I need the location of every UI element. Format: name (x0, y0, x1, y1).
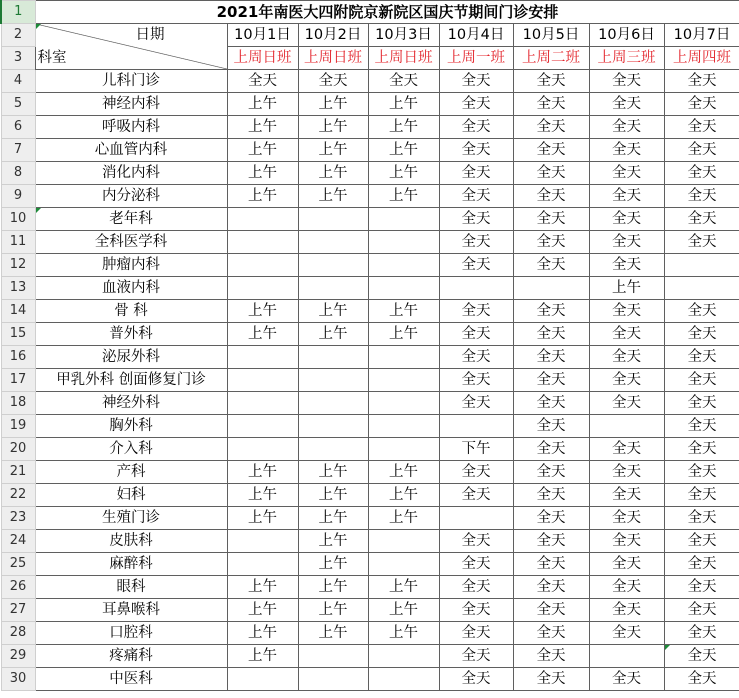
schedule-cell[interactable]: 全天 (513, 484, 589, 507)
schedule-cell[interactable]: 全天 (664, 392, 739, 415)
schedule-cell[interactable]: 全天 (439, 300, 513, 323)
department-cell[interactable]: 呼吸内科 (35, 116, 227, 139)
schedule-cell[interactable]: 全天 (513, 461, 589, 484)
schedule-cell[interactable]: 全天 (439, 553, 513, 576)
schedule-cell[interactable]: 全天 (589, 461, 664, 484)
schedule-cell[interactable]: 全天 (513, 116, 589, 139)
date-header-cell[interactable]: 10月3日 (368, 24, 439, 47)
schedule-cell[interactable] (227, 668, 298, 691)
schedule-cell[interactable]: 全天 (664, 438, 739, 461)
schedule-cell[interactable] (298, 415, 368, 438)
schedule-cell[interactable]: 全天 (513, 254, 589, 277)
schedule-cell[interactable]: 上午 (368, 576, 439, 599)
table-row (1, 645, 739, 668)
schedule-cell[interactable]: 全天 (439, 576, 513, 599)
table-row (1, 139, 739, 162)
department-cell[interactable]: 肿瘤内科 (35, 254, 227, 277)
schedule-cell[interactable] (368, 346, 439, 369)
department-cell[interactable]: 儿科门诊 (35, 70, 227, 93)
schedule-cell[interactable]: 全天 (664, 162, 739, 185)
schedule-cell[interactable]: 全天 (513, 392, 589, 415)
schedule-cell[interactable]: 全天 (589, 484, 664, 507)
department-cell[interactable]: 胸外科 (35, 415, 227, 438)
row-number[interactable]: 24 (1, 530, 35, 553)
schedule-cell[interactable]: 全天 (664, 530, 739, 553)
schedule-cell[interactable]: 全天 (513, 438, 589, 461)
schedule-cell[interactable]: 上午 (298, 507, 368, 530)
schedule-cell[interactable]: 全天 (589, 300, 664, 323)
row-number[interactable]: 6 (1, 116, 35, 139)
schedule-cell[interactable]: 上午 (298, 185, 368, 208)
schedule-cell[interactable]: 全天 (589, 438, 664, 461)
schedule-cell[interactable] (227, 415, 298, 438)
schedule-cell[interactable]: 上午 (298, 461, 368, 484)
table-row (1, 392, 739, 415)
schedule-cell[interactable] (368, 415, 439, 438)
department-cell[interactable]: 妇科 (35, 484, 227, 507)
schedule-cell[interactable]: 全天 (513, 208, 589, 231)
schedule-cell[interactable]: 全天 (513, 530, 589, 553)
schedule-cell[interactable]: 全天 (589, 185, 664, 208)
table-row (1, 484, 739, 507)
schedule-cell[interactable] (368, 208, 439, 231)
table-row (1, 208, 739, 231)
schedule-cell[interactable]: 全天 (439, 116, 513, 139)
schedule-cell[interactable] (298, 369, 368, 392)
schedule-cell[interactable]: 全天 (439, 162, 513, 185)
row-number[interactable]: 28 (1, 622, 35, 645)
schedule-cell[interactable]: 全天 (589, 139, 664, 162)
schedule-cell[interactable]: 全天 (513, 622, 589, 645)
schedule-cell[interactable] (227, 553, 298, 576)
schedule-cell[interactable]: 全天 (664, 93, 739, 116)
department-cell[interactable]: 神经内科 (35, 93, 227, 116)
schedule-cell[interactable] (298, 668, 368, 691)
schedule-cell[interactable] (227, 254, 298, 277)
schedule-cell[interactable] (368, 392, 439, 415)
schedule-cell[interactable] (227, 369, 298, 392)
schedule-cell[interactable]: 全天 (439, 139, 513, 162)
table-row (1, 277, 739, 300)
shift-header-cell[interactable]: 上周日班 (368, 47, 439, 70)
schedule-cell[interactable]: 上午 (227, 162, 298, 185)
schedule-cell[interactable]: 全天 (513, 93, 589, 116)
schedule-cell[interactable]: 全天 (513, 507, 589, 530)
schedule-cell[interactable]: 全天 (589, 507, 664, 530)
table-row (1, 369, 739, 392)
schedule-cell[interactable]: 全天 (664, 553, 739, 576)
schedule-cell[interactable] (439, 415, 513, 438)
schedule-cell[interactable]: 上午 (298, 162, 368, 185)
sheet-title[interactable]: 2021年南医大四附院京新院区国庆节期间门诊安排 (35, 1, 739, 24)
schedule-cell[interactable] (298, 254, 368, 277)
schedule-cell[interactable]: 全天 (664, 346, 739, 369)
diagonal-header-cell[interactable] (35, 24, 227, 70)
department-cell[interactable]: 耳鼻喉科 (35, 599, 227, 622)
schedule-cell[interactable] (298, 392, 368, 415)
schedule-cell[interactable]: 全天 (589, 576, 664, 599)
row-number[interactable]: 8 (1, 162, 35, 185)
schedule-cell[interactable]: 上午 (368, 162, 439, 185)
department-cell[interactable]: 血液内科 (35, 277, 227, 300)
schedule-cell[interactable]: 全天 (513, 70, 589, 93)
schedule-cell[interactable] (298, 346, 368, 369)
row-number[interactable]: 17 (1, 369, 35, 392)
department-cell[interactable]: 介入科 (35, 438, 227, 461)
shift-header-cell[interactable]: 上周三班 (589, 47, 664, 70)
schedule-cell[interactable]: 上午 (298, 300, 368, 323)
schedule-cell[interactable]: 上午 (227, 599, 298, 622)
schedule-cell[interactable] (589, 415, 664, 438)
schedule-cell[interactable]: 全天 (513, 185, 589, 208)
schedule-cell[interactable]: 上午 (227, 645, 298, 668)
row-number[interactable]: 4 (1, 70, 35, 93)
schedule-cell[interactable]: 全天 (439, 93, 513, 116)
schedule-cell[interactable]: 全天 (589, 599, 664, 622)
schedule-cell[interactable]: 全天 (589, 369, 664, 392)
schedule-cell[interactable]: 上午 (298, 622, 368, 645)
row-number[interactable]: 27 (1, 599, 35, 622)
department-cell[interactable]: 内分泌科 (35, 185, 227, 208)
schedule-cell[interactable]: 全天 (513, 415, 589, 438)
department-cell[interactable]: 神经外科 (35, 392, 227, 415)
schedule-cell[interactable]: 全天 (513, 323, 589, 346)
shift-header-cell[interactable]: 上周四班 (664, 47, 739, 70)
schedule-cell[interactable]: 全天 (664, 139, 739, 162)
schedule-cell[interactable]: 上午 (227, 300, 298, 323)
row-number[interactable]: 30 (1, 668, 35, 691)
schedule-cell[interactable]: 全天 (664, 369, 739, 392)
schedule-cell[interactable]: 全天 (664, 231, 739, 254)
schedule-cell[interactable]: 全天 (589, 116, 664, 139)
schedule-cell[interactable]: 上午 (298, 116, 368, 139)
row-number[interactable]: 29 (1, 645, 35, 668)
date-header-cell[interactable]: 10月1日 (227, 24, 298, 47)
schedule-cell[interactable]: 上午 (227, 185, 298, 208)
schedule-cell[interactable]: 全天 (513, 369, 589, 392)
schedule-cell[interactable]: 上午 (227, 461, 298, 484)
schedule-cell[interactable] (227, 392, 298, 415)
schedule-cell[interactable]: 上午 (298, 553, 368, 576)
row-number[interactable]: 16 (1, 346, 35, 369)
schedule-cell[interactable]: 全天 (664, 599, 739, 622)
department-cell[interactable]: 皮肤科 (35, 530, 227, 553)
row-number[interactable]: 12 (1, 254, 35, 277)
schedule-cell[interactable]: 全天 (439, 231, 513, 254)
row-number[interactable]: 26 (1, 576, 35, 599)
sheet-body (1, 1, 739, 691)
schedule-cell[interactable]: 全天 (589, 346, 664, 369)
schedule-cell[interactable]: 全天 (589, 530, 664, 553)
schedule-cell[interactable]: 全天 (664, 116, 739, 139)
schedule-cell[interactable] (298, 231, 368, 254)
date-header-cell[interactable]: 10月7日 (664, 24, 739, 47)
row-number[interactable]: 10 (1, 208, 35, 231)
row-number[interactable]: 9 (1, 185, 35, 208)
schedule-cell[interactable]: 上午 (298, 139, 368, 162)
schedule-cell[interactable] (589, 645, 664, 668)
schedule-cell[interactable] (439, 507, 513, 530)
row-number[interactable]: 15 (1, 323, 35, 346)
schedule-cell[interactable]: 上午 (368, 139, 439, 162)
schedule-cell[interactable]: 全天 (368, 70, 439, 93)
row-number[interactable]: 23 (1, 507, 35, 530)
table-row (1, 507, 739, 530)
schedule-cell[interactable]: 上午 (368, 116, 439, 139)
row-number[interactable]: 7 (1, 139, 35, 162)
row-number[interactable]: 14 (1, 300, 35, 323)
schedule-cell[interactable]: 全天 (664, 576, 739, 599)
schedule-cell[interactable]: 全天 (589, 70, 664, 93)
schedule-cell[interactable]: 上午 (368, 93, 439, 116)
schedule-cell[interactable]: 全天 (439, 530, 513, 553)
schedule-cell[interactable]: 上午 (227, 323, 298, 346)
table-row (1, 438, 739, 461)
department-cell[interactable]: 甲乳外科 创面修复门诊 (35, 369, 227, 392)
row-number[interactable]: 5 (1, 93, 35, 116)
schedule-cell[interactable]: 全天 (589, 254, 664, 277)
date-header-row (1, 24, 739, 47)
schedule-cell[interactable]: 全天 (513, 231, 589, 254)
date-header-cell[interactable]: 10月4日 (439, 24, 513, 47)
schedule-cell[interactable] (368, 668, 439, 691)
row-number[interactable]: 20 (1, 438, 35, 461)
schedule-cell[interactable]: 上午 (368, 622, 439, 645)
schedule-cell[interactable]: 上午 (227, 484, 298, 507)
schedule-cell[interactable] (227, 277, 298, 300)
table-row (1, 231, 739, 254)
schedule-cell[interactable] (368, 530, 439, 553)
schedule-cell[interactable] (227, 346, 298, 369)
schedule-cell[interactable]: 上午 (368, 484, 439, 507)
table-row (1, 461, 739, 484)
row-number[interactable]: 22 (1, 484, 35, 507)
schedule-cell[interactable] (298, 438, 368, 461)
table-row (1, 415, 739, 438)
department-cell[interactable]: 口腔科 (35, 622, 227, 645)
schedule-cell[interactable]: 上午 (227, 116, 298, 139)
schedule-cell[interactable]: 全天 (439, 461, 513, 484)
row-number[interactable]: 21 (1, 461, 35, 484)
date-axis-label: 日期 (135, 27, 165, 43)
schedule-cell[interactable]: 全天 (589, 93, 664, 116)
schedule-cell[interactable] (298, 277, 368, 300)
shift-header-cell[interactable]: 上周二班 (513, 47, 589, 70)
row-number[interactable]: 19 (1, 415, 35, 438)
schedule-cell[interactable] (227, 530, 298, 553)
row-number[interactable]: 13 (1, 277, 35, 300)
shift-header-cell[interactable]: 上周一班 (439, 47, 513, 70)
schedule-cell[interactable]: 上午 (227, 93, 298, 116)
schedule-cell[interactable] (664, 277, 739, 300)
schedule-cell[interactable]: 全天 (513, 576, 589, 599)
schedule-cell[interactable]: 上午 (298, 484, 368, 507)
schedule-cell[interactable]: 上午 (227, 622, 298, 645)
schedule-cell[interactable] (368, 254, 439, 277)
schedule-cell[interactable]: 上午 (298, 599, 368, 622)
schedule-cell[interactable]: 全天 (439, 622, 513, 645)
schedule-cell[interactable]: 上午 (368, 300, 439, 323)
schedule-cell[interactable]: 全天 (589, 323, 664, 346)
schedule-cell[interactable] (298, 645, 368, 668)
row-number[interactable]: 18 (1, 392, 35, 415)
department-cell[interactable]: 中医科 (35, 668, 227, 691)
schedule-cell[interactable] (368, 645, 439, 668)
schedule-cell[interactable]: 全天 (513, 599, 589, 622)
table-row (1, 553, 739, 576)
schedule-cell[interactable]: 全天 (589, 162, 664, 185)
schedule-cell[interactable] (298, 208, 368, 231)
date-header-cell[interactable]: 10月2日 (298, 24, 368, 47)
department-cell[interactable]: 消化内科 (35, 162, 227, 185)
schedule-cell[interactable]: 全天 (664, 323, 739, 346)
schedule-cell[interactable]: 上午 (227, 507, 298, 530)
schedule-cell[interactable]: 上午 (368, 185, 439, 208)
table-row (1, 162, 739, 185)
schedule-cell[interactable] (664, 254, 739, 277)
table-row (1, 93, 739, 116)
schedule-cell[interactable]: 全天 (513, 346, 589, 369)
shift-header-cell[interactable]: 上周日班 (298, 47, 368, 70)
schedule-cell[interactable]: 上午 (368, 507, 439, 530)
table-row (1, 116, 739, 139)
schedule-cell[interactable] (368, 277, 439, 300)
schedule-cell[interactable]: 全天 (439, 599, 513, 622)
table-row (1, 323, 739, 346)
schedule-cell[interactable]: 全天 (664, 622, 739, 645)
schedule-cell[interactable]: 全天 (227, 70, 298, 93)
schedule-cell[interactable]: 上午 (589, 277, 664, 300)
schedule-cell[interactable]: 全天 (513, 139, 589, 162)
shift-header-cell[interactable]: 上周日班 (227, 47, 298, 70)
department-cell[interactable]: 疼痛科 (35, 645, 227, 668)
department-cell[interactable]: 老年科 (35, 208, 227, 231)
schedule-cell[interactable]: 全天 (664, 185, 739, 208)
department-cell[interactable]: 全科医学科 (35, 231, 227, 254)
schedule-cell[interactable]: 全天 (439, 208, 513, 231)
schedule-cell[interactable] (368, 553, 439, 576)
schedule-cell[interactable]: 全天 (439, 346, 513, 369)
schedule-cell[interactable]: 下午 (439, 438, 513, 461)
schedule-cell[interactable]: 全天 (439, 369, 513, 392)
schedule-cell[interactable]: 上午 (298, 530, 368, 553)
schedule-cell[interactable]: 上午 (227, 139, 298, 162)
schedule-cell[interactable] (368, 231, 439, 254)
schedule-cell[interactable]: 全天 (664, 208, 739, 231)
schedule-cell[interactable]: 全天 (439, 70, 513, 93)
schedule-cell[interactable]: 上午 (368, 461, 439, 484)
schedule-cell[interactable]: 全天 (664, 415, 739, 438)
schedule-cell[interactable]: 全天 (664, 484, 739, 507)
schedule-cell[interactable]: 全天 (513, 645, 589, 668)
schedule-cell[interactable]: 全天 (439, 668, 513, 691)
table-row (1, 668, 739, 691)
schedule-cell[interactable]: 全天 (439, 645, 513, 668)
schedule-cell[interactable]: 全天 (439, 323, 513, 346)
table-row (1, 254, 739, 277)
schedule-cell[interactable]: 全天 (589, 231, 664, 254)
schedule-cell[interactable]: 全天 (513, 668, 589, 691)
schedule-cell[interactable]: 全天 (298, 70, 368, 93)
row-number[interactable]: 3 (1, 47, 35, 70)
schedule-cell[interactable]: 全天 (439, 254, 513, 277)
schedule-cell[interactable]: 全天 (513, 162, 589, 185)
schedule-cell[interactable] (439, 277, 513, 300)
schedule-cell[interactable] (227, 208, 298, 231)
department-cell[interactable]: 普外科 (35, 323, 227, 346)
schedule-cell[interactable]: 全天 (439, 185, 513, 208)
schedule-cell[interactable]: 上午 (368, 323, 439, 346)
schedule-cell[interactable]: 上午 (368, 599, 439, 622)
date-header-cell[interactable]: 10月6日 (589, 24, 664, 47)
row-number[interactable]: 11 (1, 231, 35, 254)
schedule-cell[interactable]: 全天 (664, 300, 739, 323)
date-header-cell[interactable]: 10月5日 (513, 24, 589, 47)
department-cell[interactable]: 骨 科 (35, 300, 227, 323)
table-row (1, 530, 739, 553)
department-cell[interactable]: 眼科 (35, 576, 227, 599)
schedule-cell[interactable]: 上午 (298, 93, 368, 116)
table-row (1, 599, 739, 622)
department-cell[interactable]: 泌尿外科 (35, 346, 227, 369)
schedule-cell[interactable]: 全天 (664, 507, 739, 530)
schedule-cell[interactable]: 全天 (589, 392, 664, 415)
table-row (1, 70, 739, 93)
schedule-cell[interactable]: 全天 (589, 622, 664, 645)
schedule-cell[interactable]: 上午 (298, 576, 368, 599)
table-row (1, 185, 739, 208)
title-row (1, 1, 739, 24)
row-number[interactable]: 25 (1, 553, 35, 576)
schedule-cell[interactable]: 全天 (439, 484, 513, 507)
table-row (1, 576, 739, 599)
schedule-cell[interactable] (368, 438, 439, 461)
schedule-cell[interactable] (227, 438, 298, 461)
schedule-cell[interactable]: 全天 (513, 553, 589, 576)
schedule-cell[interactable]: 上午 (227, 576, 298, 599)
schedule-cell[interactable]: 全天 (513, 300, 589, 323)
schedule-cell[interactable]: 全天 (439, 392, 513, 415)
schedule-cell[interactable] (227, 231, 298, 254)
schedule-cell[interactable]: 全天 (589, 553, 664, 576)
schedule-cell[interactable]: 全天 (664, 645, 739, 668)
schedule-cell[interactable] (368, 369, 439, 392)
schedule-cell[interactable]: 上午 (298, 323, 368, 346)
schedule-cell[interactable]: 全天 (664, 461, 739, 484)
schedule-cell[interactable]: 全天 (589, 208, 664, 231)
department-cell[interactable]: 麻醉科 (35, 553, 227, 576)
schedule-cell[interactable]: 全天 (664, 70, 739, 93)
dept-axis-label: 科室 (37, 50, 67, 66)
row-number[interactable]: 2 (1, 24, 35, 47)
department-cell[interactable]: 产科 (35, 461, 227, 484)
department-cell[interactable]: 生殖门诊 (35, 507, 227, 530)
schedule-cell[interactable]: 全天 (589, 668, 664, 691)
schedule-cell[interactable] (513, 277, 589, 300)
schedule-cell[interactable]: 全天 (664, 668, 739, 691)
department-cell[interactable]: 心血管内科 (35, 139, 227, 162)
table-row (1, 300, 739, 323)
table-row (1, 622, 739, 645)
row-number[interactable]: 1 (1, 1, 35, 24)
table-row (1, 346, 739, 369)
